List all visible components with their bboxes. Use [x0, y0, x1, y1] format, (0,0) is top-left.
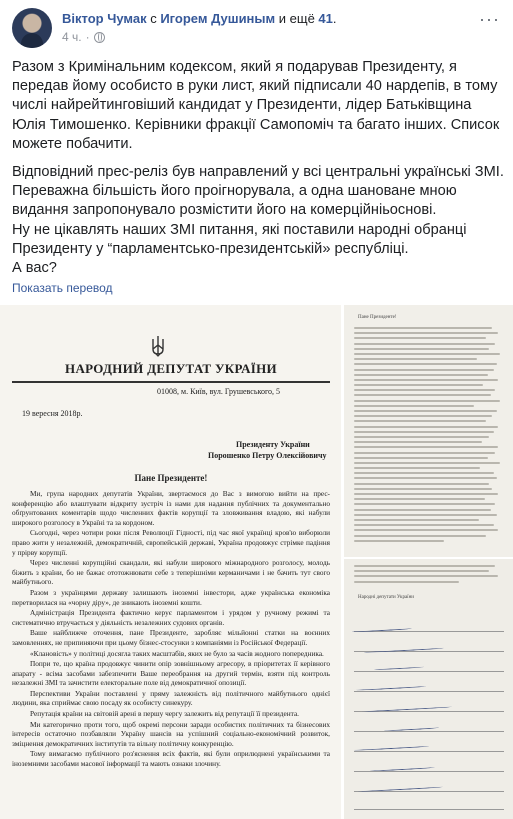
scan-text-block: [354, 565, 504, 586]
author-line: [62, 10, 337, 27]
author-name[interactable]: Віктор Чумак: [62, 11, 147, 26]
post-paragraph: Переважна більшість його проігнорувала, а одна шановане мною видання запропонувало розмістити його на комерційніьоснові.: [12, 183, 457, 219]
document-salutation: Пане Президенте!: [134, 473, 208, 483]
signature-line: [354, 809, 504, 810]
scan-text-block: [354, 327, 504, 545]
signature-line: [354, 791, 504, 792]
globe-icon[interactable]: [94, 32, 105, 43]
letter-photo[interactable]: [0, 305, 342, 819]
signatures-heading: Народні депутати України: [358, 595, 414, 600]
document-paragraph: Репутація країни на світовій арені в першу чергу залежить від репутації її президента.: [30, 709, 300, 719]
signature-line: [354, 751, 504, 752]
document-address: 01008, м. Київ, вул. Грушевського, 5: [157, 387, 281, 396]
signature-line: [354, 671, 504, 672]
with-prefix: с: [150, 11, 157, 26]
translate-link[interactable]: Показать перевод: [12, 281, 113, 295]
signatures-photo[interactable]: [344, 559, 513, 819]
signature: [356, 685, 426, 691]
signature: [374, 666, 424, 671]
document-divider: [12, 381, 330, 383]
post-paragraph: А вас?: [12, 260, 57, 277]
document-paragraph: Ми, група народних депутатів України, звертаємося до Вас з вимогою вийти на прес-конференцію або влаштувати відкриту зустріч із нами для надання публічних та документально обґрунтованих коментарів щодо численних фактів корупції та зловживання владою, які набули широкого розголосу в Україні та за кордоном.: [12, 489, 330, 527]
document-paragraph: Перспективи України поставлені у пряму залежність від політичного майбутнього однієї людини, яка сприймає свою посаду як особисту синекуру.: [12, 688, 330, 708]
tagged-more-link[interactable]: 41: [318, 11, 333, 26]
and-more-text: и ещё 41.: [278, 11, 337, 26]
document-body: [12, 489, 330, 770]
letter-page-photo[interactable]: [344, 305, 513, 557]
document-addressee: Президенту України: [236, 440, 310, 449]
document-paragraph: «Клановість» у політиці досягла таких масштабів, яких не було за часів жодного попередника.: [30, 648, 324, 658]
document-paragraph: Сьогодні, через чотири роки після Революції Гідності, під час якої українці кров'ю виборюли право жити у незалежній, демократичній, європейській державі, Україна продовжує стрімке падіння у прірву корупції.: [12, 528, 330, 557]
post-meta: 4 ч. ·: [62, 30, 105, 44]
document-paragraph: Адміністрація Президента фактично керує парламентом і урядом у ручному режимі та систематично втручається у діяльність незалежних судових органів.: [12, 608, 330, 627]
document-paragraph: Тому вимагаємо публічного роз'яснення всіх фактів, які були оприлюднені українськими та іноземними засобами масової інформації та мають ознаки злочину.: [12, 749, 330, 769]
document-paragraph: Ваше найближче оточення, пане Президенте, заробляє мільйонні статки на воєнних замовленнях, не припиняючи при цьому бізнес-стосунки з компаніями із Російської Федерації.: [12, 628, 330, 647]
document-paragraph: Через численні корупційні скандали, які набули широкого міжнародного розголосу, молодь біжить з країни, бо не бажає ототожнювати себе з теперішніми керманичами і не бачить тут свого майбутнього.: [12, 558, 330, 587]
document-paragraph: Попри те, що країна продовжує чинити опір зовнішньому агресору, в пріоритетах її керівного апарату - всіма засобами забезпечити Ваше переобрання на другий термін, взяти під контроль незалежні ЗМІ та зачистити електоральне поле від демократичної опозиції.: [12, 659, 330, 688]
document-paragraph: Ми категорично проти того, щоб окремі персони заради особистих політичних та бізнесових інтересів остаточно позбавляли Україну шансів на успішний соціально-економічний розвиток, зміцнення демократичних інститутів та вільну політичну конкуренцію.: [12, 719, 330, 748]
timestamp[interactable]: 4 ч.: [62, 30, 82, 44]
document-addressee-name: Порошенко Петру Олексійовичу: [208, 451, 327, 460]
post-paragraph: Ну не цікавлять наших ЗМІ питання, які поставили народні обранці Президенту у “парламентсько-президентській» республіці.: [12, 221, 467, 257]
tagged-person[interactable]: Игорем Душиным: [160, 11, 276, 26]
document-paragraph: Разом з українцями державу залишають іноземні інвестори, адже українська економіка перетворилася на «чорну діру», де зникають іноземні кошти.: [12, 587, 330, 607]
post-paragraph: Відповідний прес-реліз був направлений у всі центральні українські ЗМІ.: [12, 164, 504, 181]
signature-line: [354, 731, 504, 732]
signature-line: [354, 691, 504, 692]
post-header: [12, 8, 502, 52]
signature: [364, 647, 444, 653]
avatar[interactable]: [12, 8, 52, 48]
post-text: [12, 58, 504, 278]
signature-line: [354, 771, 504, 772]
more-dots-icon[interactable]: ···: [479, 9, 500, 29]
scan-heading: Пане Президенте!: [358, 315, 397, 320]
post-paragraph: Разом з Кримінальним кодексом, який я подарував Президенту, я передав йому особисто в руки лист, який підписали 40 нардепів, в тому числі найрейтинговіший кандидат у Президенти, лідер Батьківщина Юлія Тимошенко. Керівники фракції Самопоміч та багато інших. Список можете побачити.: [12, 59, 500, 152]
document-title: НАРОДНИЙ ДЕПУТАТ УКРАЇНИ: [65, 361, 277, 376]
document-date: 19 вересня 2018р.: [22, 409, 83, 418]
trident-icon: [150, 335, 166, 357]
